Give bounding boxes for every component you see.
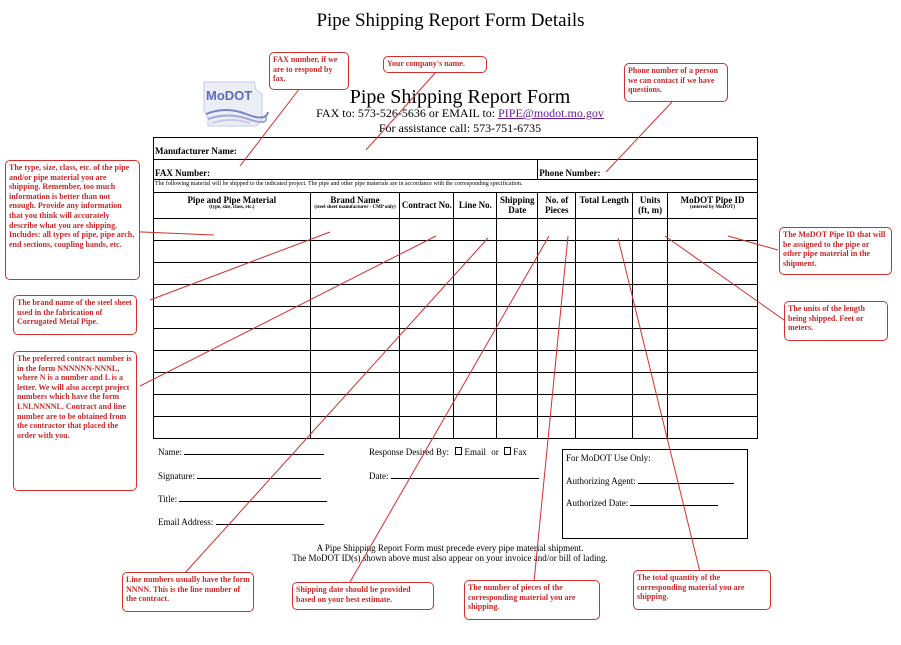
leader-shipping [350,236,549,582]
authorizing-agent-field[interactable]: Authorizing Agent: [566,476,734,486]
col-no-pieces: No. of Pieces [538,193,576,219]
col-units: Units (ft, m) [633,193,668,219]
email-address-field[interactable]: Email Address: [158,517,324,527]
phone-number-field[interactable]: Phone Number: [538,160,758,180]
leader-total [618,238,700,572]
date-field[interactable]: Date: [369,471,539,481]
footer-line-1: A Pipe Shipping Report Form must precede every pipe material shipment. [316,543,584,553]
callout-brand: The brand name of the steel sheet used in the fabrication of Corrugated Metal Pipe. [13,295,137,335]
leader-brand [150,232,330,300]
callout-pieces: The number of pieces of the corresponding material you are shipping. [464,580,600,620]
fax-text: FAX to: 573-526-5636 or EMAIL to: [316,106,499,120]
callout-phone: Phone number of a person we can contact if we have questions. [624,63,728,102]
name-field[interactable]: Name: [158,447,324,457]
form-title: Pipe Shipping Report Form [349,86,571,108]
title-field[interactable]: Title: [158,494,327,504]
page-title: Pipe Shipping Report Form Details [316,10,585,31]
callout-units: The units of the length being shipped. Feet or meters. [784,301,888,341]
email-link[interactable]: PIPE@modot.mo.gov [498,106,604,120]
col-modot-pipe-id: MoDOT Pipe ID (entered by MoDOT) [668,193,758,219]
signature-field[interactable]: Signature: [158,471,321,481]
form-note: The following material will be shipped to the indicated project. The pipe and other pipe materials are in accordance with the corresponding specification. [154,180,758,193]
callout-total: The total quantity of the corresponding material you are shipping. [633,570,771,610]
leader-phone [606,102,672,172]
manufacturer-name-field[interactable]: Manufacturer Name: [154,138,758,160]
col-line-no: Line No. [454,193,497,219]
leader-line [184,238,488,574]
callout-shipping: Shipping date should be provided based on your best estimate. [292,582,434,610]
leader-units [665,236,784,320]
callout-pipe-material: The type, size, class, etc. of the pipe and/or pipe material you are shipping. Remember, too much information is better than not enough. Provide any information that you think will accurately describe what you are shipping. Includes: all types of pipe, pipe arch, end sections, coupling bands, etc. [5,160,140,280]
logo-text: MoDOT [206,88,253,103]
authorized-date-field[interactable]: Authorized Date: [566,498,718,508]
callout-pipe-id: The MoDOT Pipe ID that will be assigned to the pipe or other pipe material in the shipment. [779,227,892,275]
footer-line-2: The MoDOT ID(s) shown above must also appear on your invoice and/or bill of lading. [292,553,608,563]
assistance-line: For assistance call: 573-751-6735 [378,121,542,135]
response-desired: Response Desired By: Email or Fax [369,447,527,457]
leader-pieces [534,236,568,582]
callout-company: Your company's name. [383,56,487,73]
leader-contract [140,236,436,386]
col-pipe-material: Pipe and Pipe Material (type, size, class, etc.) [154,193,311,219]
col-shipping-date: Shipping Date [497,193,538,219]
leader-pipe-id [728,236,778,250]
modot-use-label: For MoDOT Use Only: [566,453,651,463]
callout-contract: The preferred contract number is in the form NNNNNN-NNNL, where N is a number and L is a letter. We will also accept project numbers which have the form LNLNNNNL. Contract and line number are to be obtained from the contractor that placed the order with you. [13,351,137,491]
col-total-length: Total Length [576,193,633,219]
leader-company [366,72,436,150]
callout-fax: FAX number, if we are to respond by fax. [269,52,349,90]
col-brand-name: Brand Name (steel sheet manufacturer - CMP only) [310,193,400,219]
col-contract-no: Contract No. [400,193,454,219]
callout-line: Line numbers usually have the form NNNN. This is the line number of the contract. [122,572,254,612]
leader-fax [240,88,300,166]
fax-number-field[interactable]: FAX Number: [154,160,538,180]
